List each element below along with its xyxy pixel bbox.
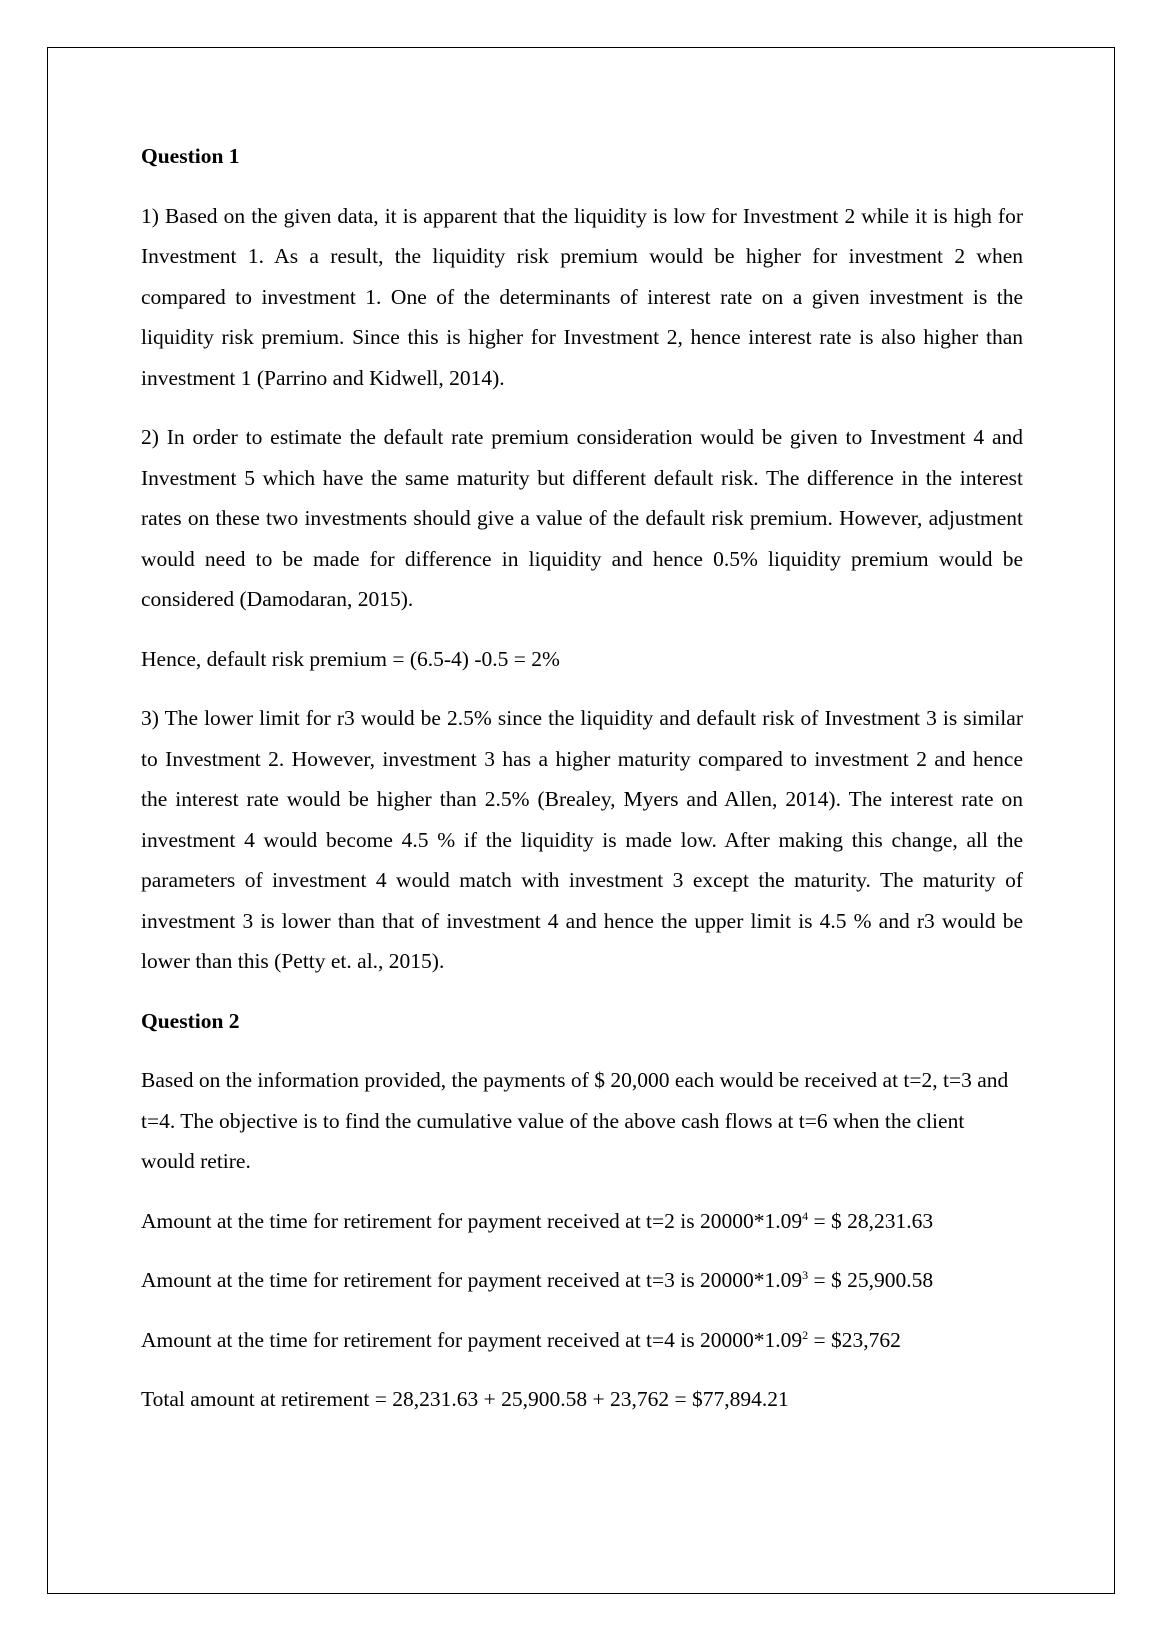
amount-line-t3-exponent: 3 bbox=[802, 1268, 809, 1282]
question-2-heading: Question 2 bbox=[141, 1008, 240, 1033]
document-body bbox=[141, 136, 1023, 1439]
question-1-paragraph-2: 2) In order to estimate the default rate premium consideration would be given to Investment 4 and Investment 5 which have the same maturity but different default risk. The difference in the interest rates on these two investments should give a value of the default risk premium. However, adjustment would need to be made for difference in liquidity and hence 0.5% liquidity premium would be considered (Damodaran, 2015). bbox=[141, 425, 1023, 611]
amount-line-t4-result: = $23,762 bbox=[808, 1327, 901, 1352]
amount-line-t2-text: Amount at the time for retirement for payment received at t=2 is 20000*1.09 bbox=[141, 1208, 803, 1233]
default-risk-premium-formula: Hence, default risk premium = (6.5-4) -0.5 = 2% bbox=[141, 646, 560, 671]
question-1-heading: Question 1 bbox=[141, 144, 240, 168]
amount-line-t2 bbox=[141, 1201, 1023, 1242]
amount-line-t4-text: Amount at the time for retirement for payment received at t=4 is 20000*1.09 bbox=[141, 1327, 803, 1352]
amount-line-t4 bbox=[141, 1320, 1023, 1361]
question-1-paragraph-3: 3) The lower limit for r3 would be 2.5% since the liquidity and default risk of Investment 3 is similar to Investment 2. However, investment 3 has a higher maturity compared to investment 2 and hence the interest rate would be higher than 2.5% (Brealey, Myers and Allen, 2014). The interest rate on investment 4 would become 4.5 % if the liquidity is made low. After making this change, all the parameters of investment 4 would match with investment 3 except the maturity. The maturity of investment 3 is lower than that of investment 4 and hence the upper limit is 4.5 % and r3 would be lower than this (Petty et. al., 2015). bbox=[141, 706, 1023, 973]
question-1-paragraph-1: 1) Based on the given data, it is apparent that the liquidity is low for Investment 2 while it is high for Investment 1. As a result, the liquidity risk premium would be higher for investment 2 when compared to investment 1. One of the determinants of interest rate on a given investment is the liquidity risk premium. Since this is higher for Investment 2, hence interest rate is also higher than investment 1 (Parrino and Kidwell, 2014). bbox=[141, 203, 1023, 390]
amount-line-t3-result: = $ 25,900.58 bbox=[808, 1268, 934, 1292]
total-amount-line: Total amount at retirement = 28,231.63 + 25,900.58 + 23,762 = $77,894.21 bbox=[141, 1387, 789, 1411]
question-2-intro: Based on the information provided, the payments of $ 20,000 each would be received at t=2, t=3 and t=4. The objective is to find the cumulative value of the above cash flows at t=6 when the client would retire. bbox=[141, 1068, 1009, 1173]
amount-line-t2-exponent: 4 bbox=[802, 1208, 809, 1223]
amount-line-t4-exponent: 2 bbox=[802, 1327, 809, 1342]
amount-line-t2-result: = $ 28,231.63 bbox=[808, 1208, 934, 1233]
amount-line-t3-text: Amount at the time for retirement for payment received at t=3 is 20000*1.09 bbox=[141, 1268, 803, 1292]
amount-line-t3 bbox=[141, 1260, 1023, 1301]
